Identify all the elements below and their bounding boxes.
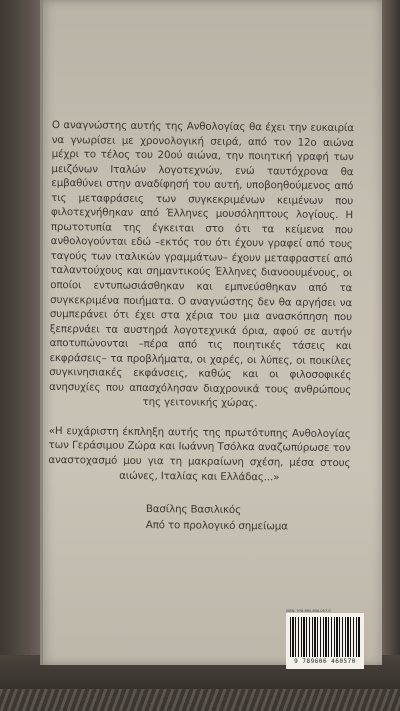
barcode-bars bbox=[290, 617, 360, 657]
barcode-digits: 9 789606 460570 bbox=[294, 658, 356, 665]
fabric-strip bbox=[0, 689, 400, 711]
book-spine-edge bbox=[40, 0, 43, 665]
quote-author: Βασίλης Βασιλικός bbox=[145, 503, 242, 517]
background-surface-right bbox=[382, 0, 400, 711]
quote-source: Από το προλογικό σημείωμα bbox=[145, 519, 288, 533]
isbn-label: ISBN: 978-960-606-057-0 bbox=[286, 609, 331, 613]
blurb-paragraph: Ο αναγνώστης αυτής της Ανθολογίας θα έχει την ευκαιρία να γνωρίσει με χρονολογική σειρά, από τον 12ο αιώνα μέχρι το τέλος του 20ού αιώνα, την ποιητική γραφή των μειζόνων Ιταλών λογοτεχνών, ενώ ταυτόχρονα θα εμβαθύνει στην αναδίφησή του αυτή, υποβοηθούμενος από τις μεταφράσεις των συγκεκριμένων κειμένων που φιλοτεχνήθηκαν από Έλληνες μουσόληπτους λογίους. Η πρωτοτυπία της έγκειται στο ότι τα κείμενα που ανθολογούνται εδώ –εκτός του ότι έχουν γραφεί από τους ταγούς των ιταλικών γραμμάτων– έχουν μεταφραστεί από ταλαντούχους και σημαντικούς Έλληνες διανοουμένους, οι οποίοι εντυπωσιάσθηκαν και εμπνεύσθηκαν από τα συγκεκριμένα ποιήματα. Ο αναγνώστης δεν θα αργήσει να συμπεράνει ότι έχει στα χέρια του μια ανασκόπηση που ξεπερνάει τα αυστηρά λογοτεχνικά όρια, αφού σε αυτήν αποτυπώνονται –πέρα από τις ποιητικές τάσεις και εκφράσεις– τα προβλήματα, οι χαρές, οι λύπες, οι ποικίλες συγκινησιακές εκφάνσεις, καθώς και οι φιλοσοφικές ανησυχίες που απασχόλησαν διαχρονικά τους ανθρώπους της γειτονικής χώρας. bbox=[49, 118, 354, 410]
background-surface-left bbox=[0, 0, 40, 711]
barcode bbox=[286, 613, 364, 669]
quote-attribution bbox=[48, 500, 350, 535]
blurb-quote: «Η ευχάριστη έκπληξη αυτής της πρωτότυπης Ανθολογίας των Γεράσιμου Ζώρα και Ιωάννη Τσόλκα αναζωπύρωσε τον αναστοχασμό μου για τη μακραίωνη σχέση, μέσα στους αιώνες, Ιταλίας και Ελλάδας...» bbox=[48, 424, 351, 483]
cover-text-block bbox=[48, 118, 354, 535]
